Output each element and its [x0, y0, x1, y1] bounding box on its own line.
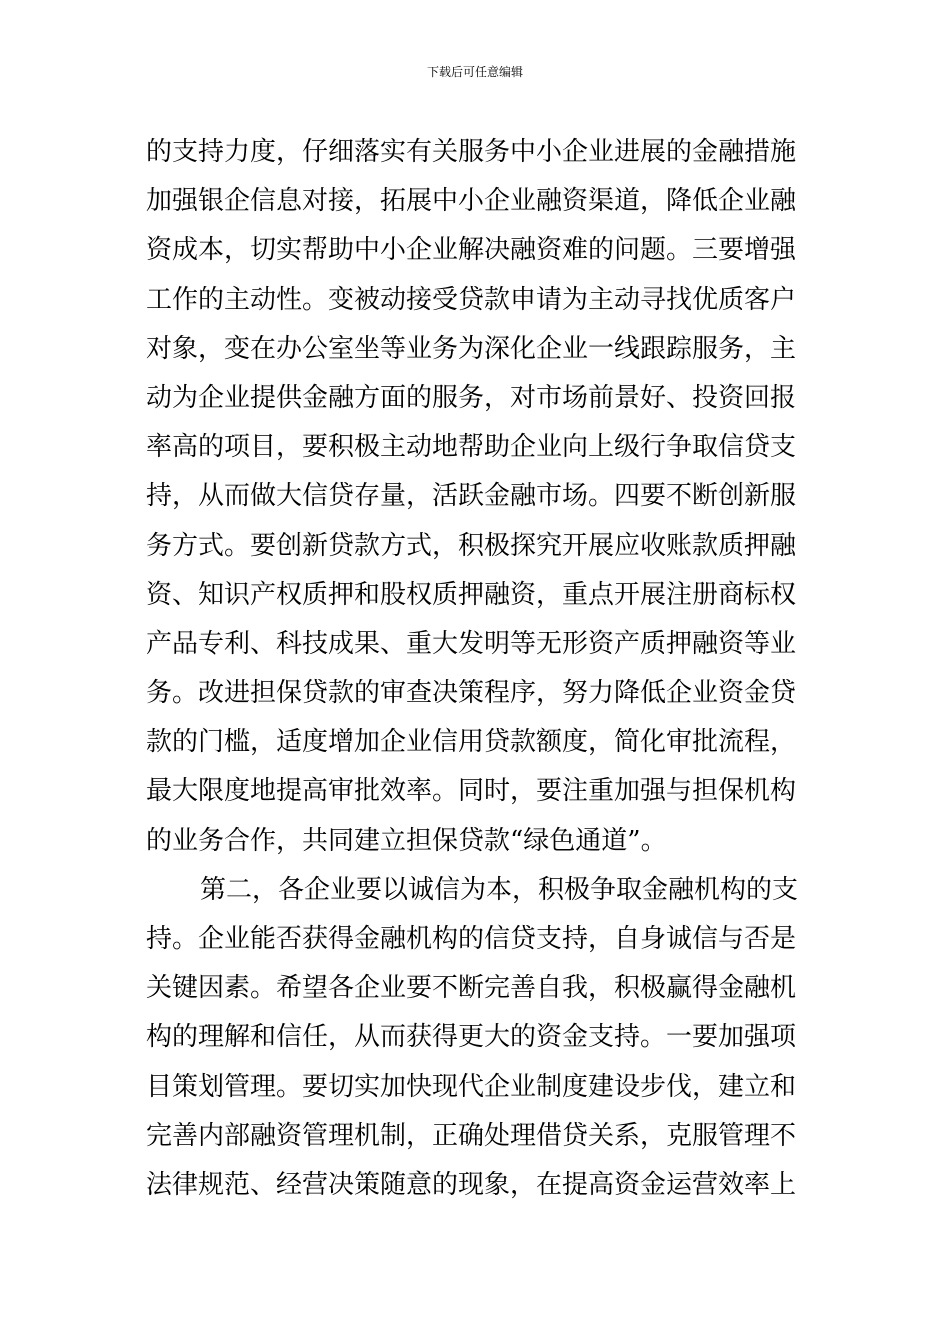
text-line-6: 动为企业提供金融方面的服务，对市场前景好、投资回报 [146, 382, 797, 413]
text-line-22: 法律规范、经营决策随意的现象，在提高资金运营效率上 [146, 1169, 797, 1200]
text-line-1: 的支持力度，仔细落实有关服务中小企业进展的金融措施 [146, 137, 797, 167]
text-line-20: 目策划管理。要切实加快现代企业制度建设步伐，建立和 [146, 1071, 797, 1102]
document-body [146, 128, 810, 1210]
text-line-5: 对象，变在办公室坐等业务为深化企业一线跟踪服务，主 [146, 333, 797, 364]
text-line-8: 持，从而做大信贷存量，活跃金融市场。四要不断创新服 [146, 481, 797, 512]
text-line-11: 产品专利、科技成果、重大发明等无形资产质押融资等业 [146, 628, 797, 659]
text-line-10: 资、知识产权质押和股权质押融资，重点开展注册商标权 [146, 579, 797, 610]
text-line-17: 持。企业能否获得金融机构的信贷支持，自身诚信与否是 [146, 924, 797, 954]
text-line-13: 款的门槛，适度增加企业信用贷款额度，简化审批流程， [146, 727, 797, 758]
text-line-3: 资成本，切实帮助中小企业解决融资难的问题。三要增强 [146, 235, 797, 266]
text-line-12: 务。改进担保贷款的审查决策程序，努力降低企业资金贷 [146, 678, 797, 709]
text-line-15: 的业务合作，共同建立担保贷款“绿色通道”。 [146, 825, 667, 856]
page-header: 下载后可任意编辑 [426, 65, 523, 79]
text-line-14: 最大限度地提高审批效率。同时，要注重加强与担保机构 [146, 776, 797, 807]
text-line-19: 构的理解和信任，从而获得更大的资金支持。一要加强项 [146, 1022, 797, 1053]
text-line-18: 关键因素。希望各企业要不断完善自我，积极赢得金融机 [146, 973, 797, 1004]
text-line-21: 完善内部融资管理机制，正确处理借贷关系，克服管理不 [146, 1120, 797, 1151]
text-line-2: 加强银企信息对接，拓展中小企业融资渠道，降低企业融 [146, 186, 797, 217]
text-line-9: 务方式。要创新贷款方式，积极探究开展应收账款质押融 [146, 530, 797, 561]
text-line-16: 第二，各企业要以诚信为本，积极争取金融机构的支 [200, 874, 799, 905]
text-line-4: 工作的主动性。变被动接受贷款申请为主动寻找优质客户 [146, 284, 797, 315]
text-line-7: 率高的项目，要积极主动地帮助企业向上级行争取信贷支 [146, 432, 797, 463]
